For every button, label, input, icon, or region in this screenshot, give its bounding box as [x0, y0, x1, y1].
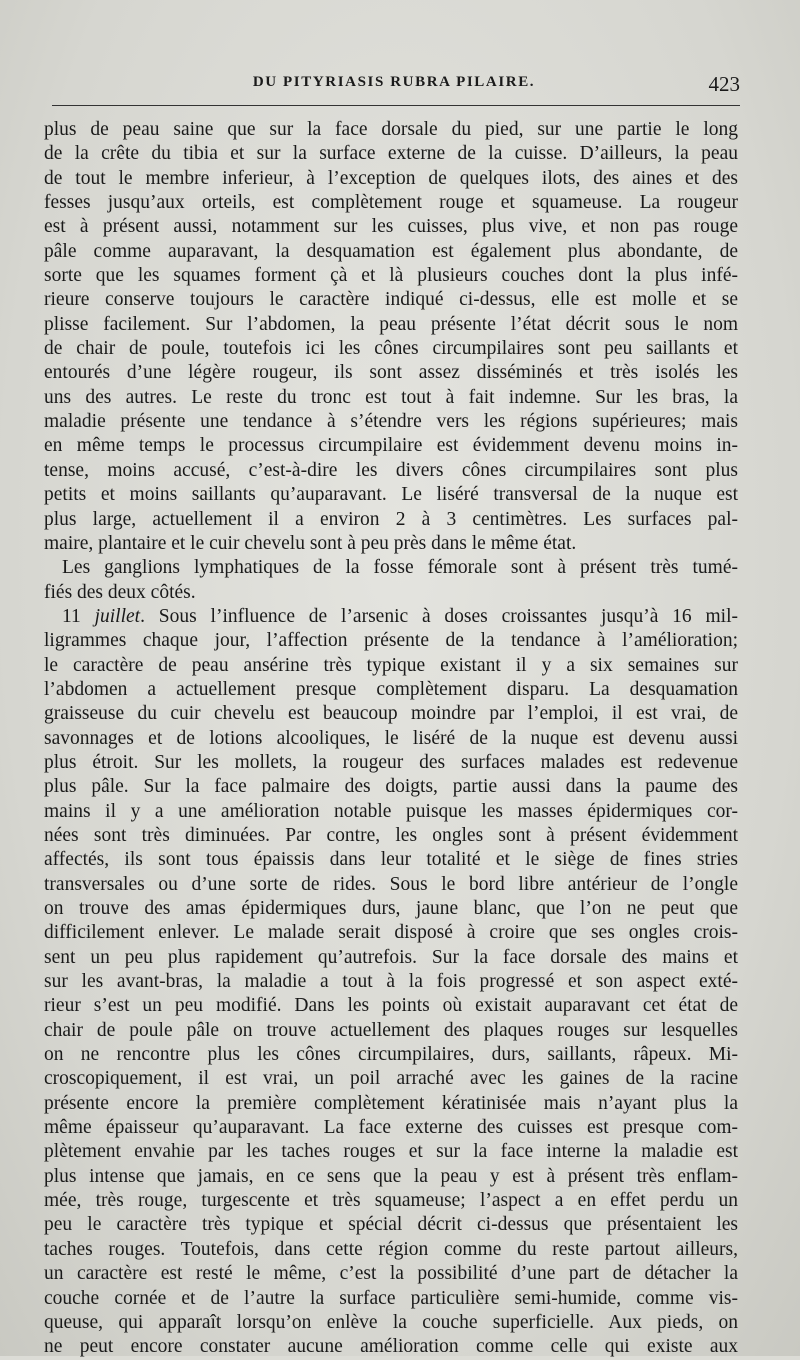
text-line: plus étroit. Sur les mollets, la rougeur des surfaces malades est redevenue — [44, 751, 738, 773]
text-line: on ne rencontre plus les cônes circumpilaires, durs, saillants, râpeux. Mi- — [44, 1044, 738, 1066]
text-line: difficilement enlever. Le malade serait disposé à croire que ses ongles crois- — [44, 922, 738, 944]
text-line: en même temps le processus circumpilaire est évidemment devenu moins in- — [44, 435, 738, 457]
running-title: DU PITYRIASIS RUBRA PILAIRE. — [252, 74, 536, 90]
text-line: plus pâle. Sur la face palmaire des doigts, partie aussi dans la paume des — [44, 776, 738, 798]
text-line: même épaisseur qu’auparavant. La face externe des cuisses est presque com- — [44, 1117, 738, 1139]
text-line: maire, plantaire et le cuir chevelu sont à peu près dans le même état. — [44, 532, 577, 554]
text-line: affectés, ils sont tous épaissis dans leur totalité et le siège de fines stries — [44, 849, 738, 871]
header-rule — [52, 105, 740, 106]
text-line: sent un peu plus rapidement qu’autrefois. Sur la face dorsale des mains et — [44, 946, 738, 968]
text-line: plus intense que jamais, en ce sens que la peau y est à présent très enflam- — [44, 1165, 738, 1187]
text-line: rieure conserve toujours le caractère indiqué ci-dessus, elle est molle et se — [44, 289, 738, 311]
text-line: croscopiquement, il est vrai, un poil arraché avec les gaines de la racine — [44, 1068, 738, 1090]
text-line: Les ganglions lymphatiques de la fosse fémorale sont à présent très tumé- — [62, 557, 738, 579]
text-line: queuse, qui apparaît lorsqu’on enlève la couche superficielle. Aux pieds, on — [44, 1311, 738, 1333]
text-line: rieur s’est un peu modifié. Dans les points où existait auparavant cet état de — [44, 995, 738, 1017]
text-line-dated: 11 juillet. Sous l’influence de l’arsenic à doses croissantes jusqu’à 16 mil- — [62, 605, 738, 627]
text-line: pâle comme auparavant, la desquamation est également plus abondante, de — [44, 240, 738, 262]
text-line: de chair de poule, toutefois ici les cônes circumpilaires sont peu saillants et — [44, 338, 738, 360]
text-line: maladie présente une tendance à s’étendre vers les régions supérieures; mais — [44, 411, 738, 433]
entry-date: juillet — [94, 605, 141, 627]
text-line: plus de peau saine que sur la face dorsale du pied, sur une partie le long — [44, 119, 738, 140]
text-line: fesses jusqu’aux orteils, est complètement rouge et squameuse. La rougeur — [44, 192, 738, 214]
body-text — [44, 118, 738, 1360]
text-line: uns des autres. Le reste du tronc est tout à fait indemne. Sur les bras, la — [44, 386, 738, 408]
text-line: couche cornée et de l’autre la surface particulière semi-humide, comme vis- — [44, 1287, 738, 1309]
text-line: ligrammes chaque jour, l’affection présente de la tendance à l’amélioration; — [44, 630, 738, 652]
text-line: mée, très rouge, turgescente et très squameuse; l’aspect a en effet perdu un — [44, 1190, 738, 1212]
text-line: taches rouges. Toutefois, dans cette région comme du reste partout ailleurs, — [44, 1238, 738, 1260]
text-line: entourés d’une légère rougeur, ils sont assez disséminés et très isolés les — [44, 362, 738, 384]
text-line: chair de poule pâle on trouve actuellement des plaques rouges sur lesquelles — [44, 1019, 738, 1041]
text-line: plisse facilement. Sur l’abdomen, la peau présente l’état décrit sous le nom — [44, 313, 738, 335]
page-header — [48, 70, 740, 100]
text-line: savonnages et de lotions alcooliques, le liséré de la nuque est devenu aussi — [44, 727, 738, 749]
text-line: de la crête du tibia et sur la surface externe de la cuisse. D’ailleurs, la peau — [44, 143, 738, 165]
text-line: le caractère de peau ansérine très typique existant il y a six semaines sur — [44, 654, 738, 676]
text-line: de tout le membre inferieur, à l’exception de quelques ilots, des aines et des — [44, 167, 738, 189]
text-line: sorte que les squames forment çà et là plusieurs couches dont la plus infé- — [44, 265, 738, 287]
text-line: plus large, actuellement il a environ 2 à 3 centimètres. Les surfaces pal- — [44, 508, 738, 530]
text-line: petits et moins saillants qu’auparavant. Le liséré transversal de la nuque est — [44, 484, 738, 506]
text-line: graisseuse du cuir chevelu est beaucoup moindre par l’emploi, il est vrai, de — [44, 703, 738, 725]
text-line: transversales ou d’une sorte de rides. Sous le bord libre antérieur de l’ongle — [44, 873, 738, 895]
text-line: ne peut encore constater aucune amélioration comme celle qui existe aux — [44, 1336, 738, 1358]
text-line: peu le caractère très typique et spécial décrit ci-dessus que présentaient les — [44, 1214, 738, 1236]
text-line: mains il y a une amélioration notable puisque les masses épidermiques cor- — [44, 800, 738, 822]
text-line: on trouve des amas épidermiques durs, jaune blanc, que l’on ne peut que — [44, 898, 738, 919]
text-line: nées sont très diminuées. Par contre, les ongles sont à présent évidemment — [44, 824, 738, 846]
text-line: plètement envahie par les taches rouges et sur la face interne la maladie est — [44, 1141, 738, 1163]
page-number: 423 — [708, 72, 740, 96]
text-line: sur les avant-bras, la maladie a tout à la fois progressé et son aspect exté- — [44, 971, 738, 993]
text-line: l’abdomen a actuellement presque complètement disparu. La desquamation — [44, 678, 738, 700]
text-line: fiés des deux côtés. — [44, 581, 196, 603]
text-line: est à présent aussi, notamment sur les cuisses, plus vive, et non pas rouge — [44, 216, 738, 238]
text-line: présente encore la première complètement kératinisée mais n’ayant plus la — [44, 1092, 738, 1114]
text-line: tense, moins accusé, c’est-à-dire les divers cônes circumpilaires sont plus — [44, 459, 738, 481]
text-line: un caractère est resté le même, c’est la possibilité d’une part de détacher la — [44, 1263, 738, 1285]
